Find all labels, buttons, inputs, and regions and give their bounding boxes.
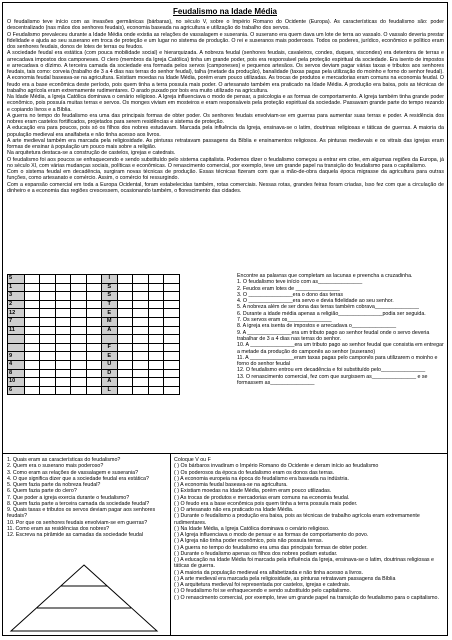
- true-false-item: ( ) O artesanato não era praticado na Idade Média.: [174, 507, 294, 513]
- crossword-cell[interactable]: [148, 352, 164, 361]
- crossword-key-letter: T: [102, 300, 118, 309]
- crossword-cell[interactable]: [24, 378, 40, 387]
- crossword-row: [8, 360, 180, 369]
- crossword-cell[interactable]: [133, 343, 149, 352]
- crossword-cell[interactable]: [71, 343, 87, 352]
- crossword-clue-number: 4: [8, 360, 25, 369]
- true-false-item: ( ) A guerra no tempo do feudalismo era uma das principais formas de obter poder.: [174, 544, 368, 551]
- text-paragraph: A guerra no tempo do feudalismo era uma das principais formas de obter poder. Os senhores feudais envolviam-se em guerras para aumentar suas terras e poder. A residência dos nobres eram castelos fortificados, projetados para serem residências e sistema de proteção.: [7, 112, 444, 125]
- crossword-key-letter: I: [102, 275, 118, 284]
- page-title: Feudalismo na Idade Média: [172, 7, 278, 16]
- crossword-cell[interactable]: [133, 275, 149, 284]
- question-item: 11. Como eram as residências dos nobres?: [7, 525, 110, 532]
- crossword-row: [8, 369, 180, 378]
- crossword-cell[interactable]: [40, 343, 56, 352]
- crossword-cell[interactable]: [133, 352, 149, 361]
- society-pyramid: [9, 563, 159, 633]
- true-false-item: ( ) O renascimento comercial, por exemplo, teve um grande papel na transição do feudalismo para o capitalismo.: [174, 594, 439, 601]
- crossword-cell[interactable]: [24, 326, 40, 335]
- crossword-cell[interactable]: [164, 300, 180, 309]
- clue-item: 2. Feudos eram lotes de _______________: [237, 285, 340, 292]
- clue-instruction: Encontre as palavras que completam as lacunas e preencha a cruzadinha.: [237, 273, 413, 279]
- crossword-cell[interactable]: [148, 326, 164, 335]
- crossword-cell[interactable]: [133, 335, 149, 344]
- true-false-title: Coloque V ou F: [174, 457, 211, 463]
- question-item: 5. Quem fazia parte da nobreza feudal?: [7, 482, 101, 488]
- crossword-row: [8, 283, 180, 292]
- crossword-key-letter: A: [102, 378, 118, 387]
- crossword-cell[interactable]: [40, 292, 56, 301]
- crossword-cell[interactable]: [133, 292, 149, 301]
- crossword-cell[interactable]: [117, 343, 133, 352]
- true-false-item: ( ) As trocas de produtos e mercadorias eram comuns na economia feudal.: [174, 494, 350, 501]
- crossword-cell[interactable]: [24, 300, 40, 309]
- crossword-cell[interactable]: [117, 326, 133, 335]
- crossword-cell[interactable]: [164, 369, 180, 378]
- crossword-cell[interactable]: [24, 275, 40, 284]
- crossword-cell[interactable]: [86, 326, 102, 335]
- true-false-section: [174, 457, 444, 601]
- question-item: 7. Que poder a igreja exercia durante o feudalismo?: [7, 494, 130, 501]
- crossword-cell[interactable]: [71, 283, 87, 292]
- crossword-cell[interactable]: [86, 378, 102, 387]
- crossword-key-letter: S: [102, 283, 118, 292]
- crossword-cell[interactable]: [86, 317, 102, 326]
- crossword-clue-number: 11: [8, 326, 25, 335]
- crossword-cell[interactable]: [71, 292, 87, 301]
- crossword-cell[interactable]: [117, 309, 133, 318]
- crossword-cell[interactable]: [164, 326, 180, 335]
- crossword-key-letter: U: [102, 360, 118, 369]
- crossword-cell[interactable]: [117, 283, 133, 292]
- true-false-item: ( ) A Igreja influenciava o modo de pensar e as formas de comportamento do povo.: [174, 532, 369, 538]
- crossword-row: [8, 386, 180, 395]
- crossword-cell[interactable]: [117, 317, 133, 326]
- clue-item: 1. O feudalismo teve início com as_______________: [237, 279, 363, 286]
- crossword-cell[interactable]: [40, 369, 56, 378]
- clue-item: 10. A _______________era um tributo pago ao senhor feudal que consistia em entregar a metade da produção do camponês ao senhor (suserano): [237, 342, 444, 355]
- crossword-cell[interactable]: [55, 283, 71, 292]
- text-paragraph: Com a expansão comercial em toda a Europa Ocidental, foram estabelecidas também, rotas comerciais. Nessas rotas, grandes feiras foram criadas, Isso fez com que a circulação de dinheiro e a economia das regiões crescessem, ocasionando também, o florescimento das cidades.: [7, 181, 444, 194]
- crossword-cell[interactable]: [71, 317, 87, 326]
- true-false-item: ( ) A maioria da população medieval era alfabetizada e não tinha acesso a livros.: [174, 569, 364, 576]
- crossword-cell[interactable]: [133, 317, 149, 326]
- crossword-cell[interactable]: [133, 309, 149, 318]
- crossword-cell[interactable]: [55, 360, 71, 369]
- crossword-cell[interactable]: [117, 300, 133, 309]
- reading-text: [7, 19, 444, 194]
- section-divider: [3, 453, 447, 454]
- true-false-item: ( ) Durante o feudalismo apenas os filhos dos nobres podiam estudar.: [174, 550, 338, 557]
- crossword-clue-number: 1: [8, 283, 25, 292]
- crossword-cell[interactable]: [148, 317, 164, 326]
- crossword-cell[interactable]: [24, 317, 40, 326]
- question-item: 9. Quais taxas e tributos os servos deviam pagar aos senhores feudais?: [7, 507, 156, 520]
- crossword-cell[interactable]: [86, 292, 102, 301]
- crossword-cell[interactable]: [71, 378, 87, 387]
- true-false-item: ( ) Existiam moedas na Idade Média, porém eram pouco utilizadas.: [174, 488, 332, 495]
- clue-item: 4. O _______________era servo e devia fidelidade ao seu senhor.: [237, 298, 394, 305]
- crossword-key-letter: D: [102, 369, 118, 378]
- crossword-cell[interactable]: [164, 343, 180, 352]
- crossword-cell[interactable]: [55, 343, 71, 352]
- clue-item: 13. O renascimento comercial, fez com que surgissem as_______________ e se formassem as_______________: [237, 373, 428, 387]
- crossword-cell[interactable]: [117, 275, 133, 284]
- crossword-cell[interactable]: [55, 386, 71, 395]
- crossword-cell[interactable]: [117, 369, 133, 378]
- crossword-clue-number: 7: [8, 317, 25, 326]
- crossword-cell[interactable]: [164, 309, 180, 318]
- crossword-cell[interactable]: [71, 335, 87, 344]
- crossword-cell[interactable]: [133, 300, 149, 309]
- crossword-cell[interactable]: [55, 378, 71, 387]
- crossword-cell[interactable]: [148, 275, 164, 284]
- crossword-cell[interactable]: [133, 378, 149, 387]
- worksheet-page: [2, 2, 448, 636]
- crossword-cell[interactable]: [55, 292, 71, 301]
- crossword-cell[interactable]: [55, 326, 71, 335]
- crossword-cell[interactable]: [24, 343, 40, 352]
- crossword-cell[interactable]: [71, 326, 87, 335]
- crossword-clues: [237, 273, 445, 386]
- crossword-cell[interactable]: [86, 369, 102, 378]
- true-false-item: ( ) A arquitetura medieval foi representada por castelos, igrejas e catedrais.: [174, 582, 351, 588]
- true-false-item: ( ) A economia feudal baseava-se na agricultura.: [174, 482, 288, 488]
- crossword-cell[interactable]: [55, 275, 71, 284]
- crossword-cell[interactable]: [148, 283, 164, 292]
- crossword-cell[interactable]: [71, 360, 87, 369]
- text-paragraph: Na arquitetura destaca-se a construção de castelos, igrejas e catedrais.: [7, 150, 176, 157]
- crossword-cell[interactable]: [164, 386, 180, 395]
- question-item: 3. Como eram as relações de vassalagem e suserania?: [7, 469, 139, 476]
- true-false-item: ( ) A educação na Idade Média foi marcada pela influência da Igreja, ensinava-se o latim, doutrinas religiosas e táticas de guerra.: [174, 557, 434, 570]
- crossword-cell[interactable]: [86, 283, 102, 292]
- question-item: 8. Quem fazia parte a terceira camada da sociedade feudal?: [7, 500, 150, 507]
- crossword-cell[interactable]: [86, 360, 102, 369]
- crossword-cell[interactable]: [24, 309, 40, 318]
- true-false-item: ( ) Os bárbaros invadiram o Império Romano do Ocidente e deram início ao feudalismo: [174, 463, 379, 470]
- crossword-cell[interactable]: [164, 317, 180, 326]
- text-paragraph: O feudalismo teve início com as invasões germânicas (bárbaras), no século V, sobre o Império Romano do Ocidente (Europa). As características do feudalismo são: poder descentralizado (nas mãos dos senhores feudais), economia baseada na agricultura e utilização do trabalho dos servos.: [7, 19, 444, 32]
- clue-item: 9. A _______________era um tributo pago ao senhor feudal onde o servo deveria trabalhar de 3 a 4 dias nas terras do senhor.: [237, 329, 430, 342]
- crossword-clue-number: 9: [8, 352, 25, 361]
- crossword-cell[interactable]: [164, 275, 180, 284]
- question-item: 2. Quem era o suserano mais poderoso?: [7, 463, 104, 470]
- column-divider: [170, 453, 171, 635]
- crossword-cell[interactable]: [148, 292, 164, 301]
- true-false-item: ( ) A Igreja não tinha poder econômico, pois não possuía terras.: [174, 538, 323, 545]
- crossword-cell[interactable]: [55, 369, 71, 378]
- crossword-cell[interactable]: [164, 283, 180, 292]
- crossword-cell[interactable]: [164, 360, 180, 369]
- text-paragraph: O feudalismo foi aos poucos se enfraquecendo e sendo substituído pelo sistema capitalista. Podemos dizer o feudalismo começou a entrar em crise, em algumas regiões da Europa, já no século XI, com várias mudanças sociais, políticas e econômicas. O renascimento comercial, por exemplo, teve um grande papel na transição do feudalismo para o capitalismo.: [7, 156, 444, 169]
- text-paragraph: A educação era para poucos, pois só os filhos dos nobres estudavam. Marcada pela influência da Igreja, ensinava-se o latim, doutrinas religiosas e táticas de guerras. A maioria da população medieval era analfabeta e não tinha acesso aos livros.: [7, 125, 444, 138]
- crossword-cell[interactable]: [117, 378, 133, 387]
- crossword-cell[interactable]: [148, 300, 164, 309]
- crossword-cell[interactable]: [148, 369, 164, 378]
- text-paragraph: O Feudalismo prevaleceu durante a Idade Média onde existia as relações de vassalagem e suserania. O suserano era quem dava um lote de terra ao vassalo. O vassalo deveria prestar fidelidade e ajuda ao seu suserano em troca de proteção e um lugar no sistema de produção. O rei e suseranos mais poderosos. Todos os poderes, jurídico, econômico e político eram dos senhores feudais, donos de lotes de terras ou feudos.: [7, 31, 444, 50]
- crossword-cell[interactable]: [133, 360, 149, 369]
- clue-item: 6. Durante a idade média apenas a religião_______________podia ser seguida.: [237, 310, 426, 317]
- crossword-cell[interactable]: [71, 386, 87, 395]
- crossword-cell[interactable]: [40, 386, 56, 395]
- crossword-key-letter: F: [102, 343, 118, 352]
- crossword-row: [8, 309, 180, 318]
- crossword-cell[interactable]: [117, 386, 133, 395]
- crossword-row: [8, 300, 180, 309]
- crossword-cell[interactable]: [133, 369, 149, 378]
- crossword-cell[interactable]: [133, 283, 149, 292]
- crossword-cell[interactable]: [133, 326, 149, 335]
- crossword-cell[interactable]: [40, 360, 56, 369]
- true-false-item: ( ) O feudo era a base econômica pois quem tinha a terra possuía mais poder.: [174, 500, 358, 507]
- crossword-cell[interactable]: [55, 317, 71, 326]
- crossword-cell[interactable]: [24, 292, 40, 301]
- text-paragraph: A arte medieval também era marcada pela religiosidade. As pinturas retratavam passagens da Bíblia e ensinamentos religiosos. As pinturas medievais e os vitrais das igrejas eram formas de ensinar à população um pouco mais sobre a religião.: [7, 137, 444, 150]
- true-false-item: ( ) Na Idade Média, a Igreja Católica dominava o cenário religioso.: [174, 525, 330, 532]
- crossword-key-letter: E: [102, 352, 118, 361]
- crossword-cell[interactable]: [40, 309, 56, 318]
- crossword-row: [8, 292, 180, 301]
- questions-list: [7, 457, 167, 538]
- crossword-clue-number: [8, 343, 25, 352]
- crossword-clue-number: 8: [8, 369, 25, 378]
- crossword-cell[interactable]: [86, 275, 102, 284]
- crossword-cell[interactable]: [86, 335, 102, 344]
- crossword-cell[interactable]: [86, 386, 102, 395]
- crossword-cell[interactable]: [86, 300, 102, 309]
- text-paragraph: Na Idade Média, a Igreja Católica dominava o cenário religioso. A Igreja influenciava o modo de pensar, a psicologia e as formas de comportamento. A Igreja também tinha grande poder econômico, pois possuía muitas terras e servos. Os monges viviam em mosteiros e eram responsáveis pela proteção espiritual da sociedade. Passavam grande parte do tempo rezando e copiando livros e a Bíblia.: [7, 94, 444, 113]
- crossword-cell[interactable]: [40, 335, 56, 344]
- crossword-cell[interactable]: [24, 369, 40, 378]
- crossword-cell[interactable]: [148, 309, 164, 318]
- crossword-cell[interactable]: [71, 369, 87, 378]
- crossword-cell[interactable]: [40, 352, 56, 361]
- text-paragraph: A sociedade feudal era estática (com pouca mobilidade social) e hierarquizada. A nobreza feudal (senhores feudais, cavaleiros, condes, duques, viscondes) era detentora de terras e arrecadava impostos dos camponeses. O clero (membros da Igreja Católica) tinha um grande poder, pois era responsável pela proteção espiritual da sociedade. Era isento de impostos e arrecadava o dízimo. A terceira camada da sociedade era formada pelos servos (camponeses) e pequenos artesãos. Os servos deviam pagar várias taxas e tributos aos senhores feudais, tais como: corveia (trabalho de 3 a 4 dias nas terras do senhor feudal), talha (metade da produção), banalidade (taxas pagas pela utilização do moinho e forno do senhor feudal).: [7, 50, 444, 75]
- clue-item: 3. O _______________era o dono das terras: [237, 291, 344, 298]
- crossword-row: [8, 343, 180, 352]
- crossword-cell[interactable]: [40, 275, 56, 284]
- crossword-cell[interactable]: [148, 386, 164, 395]
- question-item: 10. Por que os senhores feudais envolviam-se em guerras?: [7, 519, 148, 526]
- crossword-cell[interactable]: [24, 283, 40, 292]
- crossword-cell[interactable]: [40, 283, 56, 292]
- crossword-cell[interactable]: [117, 292, 133, 301]
- crossword-row: [8, 317, 180, 326]
- crossword-cell[interactable]: [86, 343, 102, 352]
- question-item: 12. Escreva na pirâmide as camadas da sociedade feudal: [7, 532, 144, 538]
- crossword-cell[interactable]: [24, 386, 40, 395]
- crossword-clue-number: 3: [8, 292, 25, 301]
- true-false-item: ( ) Durante o feudalismo a produção era baixa, pois as técnicas de trabalho agrícola eram extremamente rudimentares.: [174, 513, 420, 526]
- crossword-cell[interactable]: [71, 309, 87, 318]
- crossword-clue-number: 10: [8, 378, 25, 387]
- true-false-item: ( ) A arte medieval era marcada pela religiosidade, as pinturas retratavam passagens da Bíblia: [174, 575, 396, 582]
- crossword-key-letter: E: [102, 309, 118, 318]
- question-item: 4. O que significa dizer que a sociedade feudal era estática?: [7, 475, 149, 482]
- clue-item: 8. A igreja era isenta de impostos e arrecadava o_______________: [237, 323, 397, 330]
- crossword-cell[interactable]: [164, 292, 180, 301]
- crossword-cell[interactable]: [71, 275, 87, 284]
- crossword-cell[interactable]: [148, 378, 164, 387]
- crossword-cell[interactable]: [40, 326, 56, 335]
- crossword-cell[interactable]: [55, 335, 71, 344]
- crossword-cell[interactable]: [40, 378, 56, 387]
- true-false-item: ( ) O feudalismo foi se enfraquecendo e sendo substituído pelo capitalismo.: [174, 588, 351, 595]
- crossword-key-letter: L: [102, 386, 118, 395]
- crossword-row: [8, 275, 180, 284]
- crossword-row: [8, 352, 180, 361]
- text-paragraph: A economia feudal baseava-se na agricultura. Existiam moedas na Idade Média, porém eram pouco utilizadas. As trocas de produtos e mercadorias eram comuns na economia feudal. O feudo era a base econômica deste período, pois quem tinha a terra possuía mais poder. O artesanato também era praticado na Idade Média. A produção era baixa, pois as técnicas de trabalho agrícola eram extremamente rudimentares. O arado puxado por bois era muito utilizado na agricultura.: [7, 75, 444, 94]
- crossword-cell[interactable]: [24, 360, 40, 369]
- crossword-cell[interactable]: [148, 343, 164, 352]
- crossword-cell[interactable]: [117, 335, 133, 344]
- crossword-cell[interactable]: [164, 352, 180, 361]
- clue-item: 11. A _______________eram taxas pagas pelo camponês para utilizarem o moinho e forno do senhor feudal: [237, 354, 438, 368]
- crossword-cell[interactable]: [117, 352, 133, 361]
- crossword-clue-number: 2: [8, 300, 25, 309]
- crossword-clue-number: [8, 335, 25, 344]
- crossword-key-letter: M: [102, 317, 118, 326]
- crossword-cell[interactable]: [164, 378, 180, 387]
- crossword-cell[interactable]: [24, 352, 40, 361]
- crossword-cell[interactable]: [86, 309, 102, 318]
- crossword-cell[interactable]: [71, 352, 87, 361]
- crossword-row: [8, 335, 180, 344]
- crossword-cell[interactable]: [148, 360, 164, 369]
- crossword-cell[interactable]: [55, 352, 71, 361]
- text-paragraph: Com o sistema feudal em decadência, surgiram novas técnicas de produção. Essas técnicas fizeram com que a mão-de-obra daquela época migrasse da agricultura para outras funções, como artesanato e comércio. Assim, o comércio foi ressurgindo.: [7, 169, 444, 182]
- crossword-row: [8, 326, 180, 335]
- crossword-cell[interactable]: [40, 300, 56, 309]
- crossword-row: [8, 378, 180, 387]
- true-false-item: ( ) Os poderosos da época do feudalismo eram os donos das terras.: [174, 469, 335, 476]
- crossword-clue-number: 12: [8, 309, 25, 318]
- crossword-cell[interactable]: [55, 300, 71, 309]
- crossword-key-letter: [102, 335, 118, 344]
- pyramid-outline: [11, 565, 157, 631]
- crossword-cell[interactable]: [133, 386, 149, 395]
- crossword-key-letter: A: [102, 326, 118, 335]
- question-item: 1. Quais eram as características do feudalismo?: [7, 457, 121, 463]
- crossword-clue-number: 5: [8, 275, 25, 284]
- crossword-grid: [7, 274, 180, 395]
- crossword-cell[interactable]: [164, 335, 180, 344]
- clue-item: 5. A nobreza além de ser dona das terras também cobrava_______________: [237, 304, 419, 311]
- true-false-item: ( ) A economia europeia na época do feudalismo era baseada na indústria.: [174, 475, 349, 482]
- crossword-cell[interactable]: [40, 317, 56, 326]
- crossword-cell[interactable]: [24, 335, 40, 344]
- crossword-key-letter: S: [102, 292, 118, 301]
- crossword-cell[interactable]: [86, 352, 102, 361]
- crossword-cell[interactable]: [71, 300, 87, 309]
- clue-item: 12. O feudalismo entrou em decadência e foi substituído pelo_______________: [237, 367, 426, 374]
- crossword-cell[interactable]: [148, 335, 164, 344]
- crossword-cell[interactable]: [117, 360, 133, 369]
- crossword-cell[interactable]: [55, 309, 71, 318]
- question-item: 6. Quem fazia parte do clero?: [7, 488, 77, 495]
- clue-item: 7. Os servos eram os_______________: [237, 317, 332, 324]
- crossword-clue-number: 6: [8, 386, 25, 395]
